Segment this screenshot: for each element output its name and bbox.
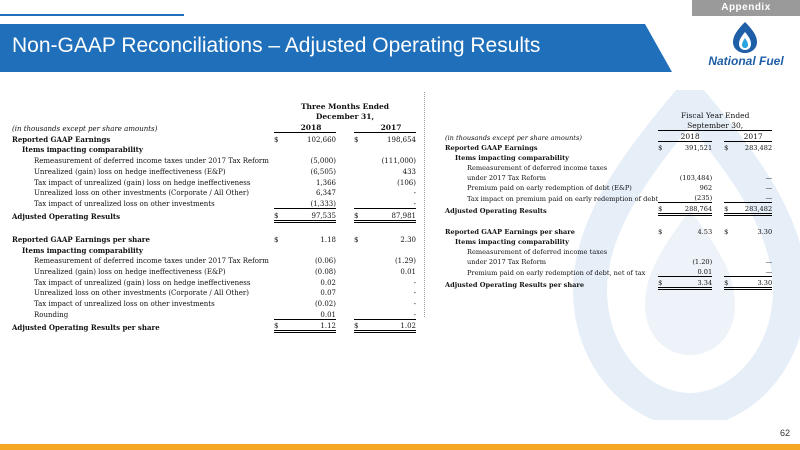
currency-symbol: $	[274, 208, 286, 221]
currency-symbol	[274, 308, 286, 319]
currency-symbol: $	[274, 235, 279, 244]
table-row	[445, 246, 772, 256]
currency-symbol	[658, 162, 668, 172]
value-2018: 4.53	[697, 228, 713, 236]
spacer	[712, 203, 724, 215]
table-row	[12, 255, 416, 266]
row-label: Items impacting comparability	[22, 145, 143, 155]
value-2017: 433	[402, 167, 416, 176]
spacer	[336, 297, 354, 308]
spacer	[712, 236, 724, 246]
value-2018: 288,764	[668, 203, 712, 215]
column-header-2017: 2017	[366, 121, 416, 132]
table-row	[445, 226, 772, 236]
currency-symbol	[658, 152, 668, 162]
spacer	[712, 172, 724, 182]
value-2018: 391,521	[684, 144, 713, 152]
currency-symbol	[724, 266, 734, 277]
table-row	[12, 165, 416, 176]
table-row	[445, 256, 772, 266]
currency-symbol	[354, 165, 366, 176]
table-row	[12, 208, 416, 221]
three-months-reconciliation-table	[12, 100, 416, 333]
currency-symbol	[658, 182, 668, 192]
currency-symbol: $	[354, 208, 366, 221]
row-label: Unrealized loss on other investments (Corporate / All Other)	[34, 289, 249, 298]
table-row	[445, 236, 772, 246]
row-label: Items impacting comparability	[455, 238, 569, 246]
logo-wordmark: National Fuel	[708, 54, 784, 68]
value-2017: (1.29)	[394, 257, 416, 266]
currency-symbol: $	[658, 277, 668, 289]
currency-symbol	[724, 182, 734, 192]
table-row	[445, 277, 772, 289]
value-2018: 1.12	[286, 319, 336, 332]
spacer	[336, 308, 354, 319]
period-header-line2: December 31,	[315, 112, 375, 122]
value-2018: (0.08)	[314, 268, 336, 276]
row-label: Premium paid on early redemption of debt (E&P)	[467, 184, 632, 192]
spacer	[336, 276, 354, 287]
row-label: Items impacting comparability	[455, 154, 569, 162]
table-row	[12, 233, 416, 244]
spacer	[712, 142, 724, 153]
appendix-tab: Appendix	[692, 0, 800, 16]
currency-symbol	[658, 192, 668, 203]
units-note: (in thousands except per share amounts)	[445, 133, 582, 142]
currency-symbol	[658, 172, 668, 182]
spacer	[712, 277, 724, 289]
row-label: Reported GAAP Earnings	[445, 144, 538, 152]
flame-icon	[705, 20, 785, 54]
row-label: Reported GAAP Earnings per share	[12, 234, 150, 244]
currency-symbol	[724, 172, 734, 182]
value-2018: (1.20)	[692, 258, 713, 266]
row-label: Unrealized (gain) loss on hedge ineffectiveness (E&P)	[34, 268, 226, 276]
spacer	[712, 182, 724, 192]
table-row	[12, 197, 416, 208]
table-row	[12, 287, 416, 298]
currency-symbol	[354, 297, 366, 308]
value-2018	[668, 152, 712, 162]
value-2018: 0.01	[286, 308, 336, 319]
spacer	[712, 192, 724, 203]
currency-symbol	[658, 256, 668, 266]
table-row	[12, 144, 416, 155]
spacer	[712, 215, 724, 227]
currency-symbol	[354, 276, 366, 287]
currency-symbol	[274, 165, 286, 176]
currency-symbol	[354, 244, 366, 255]
currency-symbol: $	[658, 144, 663, 152]
value-2017	[734, 152, 772, 162]
value-2018: 0.07	[320, 289, 336, 298]
currency-symbol	[274, 144, 286, 155]
row-label: Remeasurement of deferred income taxes under 2017 Tax Reform	[34, 157, 269, 166]
currency-symbol: $	[658, 228, 663, 236]
currency-symbol	[354, 144, 366, 155]
value-2018	[286, 221, 336, 233]
row-label: Remeasurement of deferred income taxes under 2017 Tax Reform	[34, 257, 269, 266]
top-accent-line	[0, 14, 184, 16]
period-header-line1: Fiscal Year Ended	[680, 111, 750, 120]
row-label	[445, 215, 658, 227]
currency-symbol	[274, 187, 286, 198]
currency-symbol	[724, 192, 734, 203]
currency-symbol	[274, 197, 286, 208]
value-2018: (235)	[668, 192, 712, 203]
currency-symbol	[658, 236, 668, 246]
value-2018: (5,000)	[310, 157, 336, 166]
value-2018: 962	[699, 184, 713, 192]
currency-symbol	[274, 276, 286, 287]
row-label: Reported GAAP Earnings per share	[445, 228, 575, 236]
value-2017: —	[734, 266, 772, 277]
value-2018: 1.18	[320, 235, 336, 244]
currency-symbol	[354, 176, 366, 187]
period-header-line2: September 30,	[658, 120, 772, 131]
table-row	[12, 308, 416, 319]
spacer	[336, 176, 354, 187]
currency-symbol: $	[354, 135, 359, 144]
fiscal-year-reconciliation-table	[445, 110, 772, 290]
value-2018	[286, 144, 336, 155]
value-2017	[366, 144, 416, 155]
value-2017: 283,482	[744, 144, 773, 152]
table-row	[12, 265, 416, 276]
currency-symbol	[354, 255, 366, 266]
spacer	[336, 319, 354, 332]
currency-symbol	[724, 215, 734, 227]
column-divider	[424, 92, 425, 317]
row-label: Tax impact of unrealized loss on other investments	[34, 300, 215, 309]
value-2018: 102,660	[307, 135, 336, 144]
currency-symbol	[274, 176, 286, 187]
value-2017: 3.30	[757, 228, 773, 236]
value-2018: (103,484)	[679, 174, 713, 182]
value-2018	[668, 236, 712, 246]
currency-symbol	[724, 256, 734, 266]
spacer	[712, 256, 724, 266]
currency-symbol: $	[274, 135, 279, 144]
spacer	[712, 226, 724, 236]
table-row	[445, 215, 772, 227]
table-row	[12, 187, 416, 198]
row-label: under 2017 Tax Reform	[467, 174, 547, 182]
row-label: Tax impact of unrealized (gain) loss on hedge ineffectiveness	[34, 178, 251, 187]
value-2017: 198,654	[387, 135, 416, 144]
table-row	[445, 142, 772, 153]
row-label: Items impacting comparability	[22, 245, 143, 255]
currency-symbol: $	[724, 144, 729, 152]
currency-symbol	[658, 215, 668, 227]
currency-symbol: $	[658, 203, 668, 215]
value-2017: -	[366, 308, 416, 319]
currency-symbol	[354, 287, 366, 298]
currency-symbol: $	[724, 277, 734, 289]
currency-symbol	[658, 246, 668, 256]
currency-symbol	[354, 154, 366, 165]
spacer	[712, 162, 724, 172]
row-label: Adjusted Operating Results	[12, 212, 121, 222]
currency-symbol: $	[274, 319, 286, 332]
spacer	[712, 266, 724, 277]
page-title: Non-GAAP Reconciliations – Adjusted Operating Results	[12, 34, 541, 57]
row-label: Unrealized (gain) loss on hedge ineffectiveness (E&P)	[34, 167, 226, 176]
table-row	[12, 176, 416, 187]
value-2018: (0.06)	[314, 257, 336, 266]
currency-symbol	[274, 265, 286, 276]
row-label: Remeasurement of deferred income taxes	[467, 164, 608, 172]
period-header-line1: Three Months Ended	[300, 101, 390, 111]
row-label	[12, 221, 274, 233]
value-2017	[734, 215, 772, 227]
row-label: Rounding	[34, 311, 69, 320]
value-2017	[366, 221, 416, 233]
value-2017: 2.30	[400, 235, 416, 244]
spacer	[336, 165, 354, 176]
spacer	[336, 221, 354, 233]
spacer	[336, 197, 354, 208]
value-2017: —	[765, 258, 773, 266]
spacer	[336, 154, 354, 165]
row-label: Adjusted Operating Results per share	[12, 322, 160, 332]
value-2018: (1,333)	[286, 197, 336, 208]
spacer	[336, 265, 354, 276]
currency-symbol	[724, 162, 734, 172]
value-2017	[734, 162, 772, 172]
row-label: Remeasurement of deferred income taxes	[467, 248, 608, 256]
table-row	[445, 182, 772, 192]
currency-symbol: $	[354, 319, 366, 332]
currency-symbol: $	[354, 235, 359, 244]
currency-symbol	[274, 221, 286, 233]
value-2017: 87,981	[366, 208, 416, 221]
value-2018: (0.02)	[314, 300, 336, 309]
row-label: Premium paid on early redemption of debt, net of tax	[467, 268, 646, 277]
column-header-2018: 2018	[286, 121, 336, 132]
value-2018	[286, 244, 336, 255]
row-label: Unrealized loss on other investments (Corporate / All Other)	[34, 189, 249, 198]
table-row	[445, 152, 772, 162]
value-2017: -	[413, 278, 416, 287]
value-2018: 1,366	[315, 178, 336, 187]
row-label: Tax impact on premium paid on early redemption of debt	[467, 194, 659, 203]
currency-symbol	[354, 187, 366, 198]
currency-symbol	[724, 152, 734, 162]
currency-symbol	[354, 221, 366, 233]
spacer	[336, 208, 354, 221]
spacer	[712, 152, 724, 162]
units-note: (in thousands except per share amounts)	[12, 124, 158, 133]
row-label: Reported GAAP Earnings	[12, 134, 111, 144]
value-2018: 0.02	[320, 278, 336, 287]
currency-symbol	[354, 265, 366, 276]
table-row	[445, 192, 772, 203]
currency-symbol	[274, 297, 286, 308]
value-2017: 0.01	[400, 268, 416, 276]
currency-symbol: $	[724, 203, 734, 215]
currency-symbol	[274, 255, 286, 266]
spacer	[336, 144, 354, 155]
currency-symbol	[724, 236, 734, 246]
value-2017: -	[413, 300, 416, 309]
table-row	[445, 203, 772, 215]
table-row	[12, 276, 416, 287]
value-2017: -	[413, 189, 416, 198]
currency-symbol	[274, 244, 286, 255]
bottom-accent-bar	[0, 444, 800, 450]
value-2018: 3.34	[668, 277, 712, 289]
value-2017: 283,482	[734, 203, 772, 215]
row-label: Tax impact of unrealized loss on other investments	[34, 200, 215, 209]
value-2018	[668, 215, 712, 227]
company-logo	[705, 20, 785, 70]
spacer	[336, 244, 354, 255]
table-row	[12, 319, 416, 332]
table-row	[12, 221, 416, 233]
value-2017: 1.02	[366, 319, 416, 332]
currency-symbol	[724, 246, 734, 256]
page-number: 62	[779, 428, 790, 438]
currency-symbol	[274, 154, 286, 165]
value-2017: 3.30	[734, 277, 772, 289]
row-label: Tax impact of unrealized (gain) loss on hedge ineffectiveness	[34, 278, 251, 287]
table-row	[12, 244, 416, 255]
table-row	[445, 266, 772, 277]
currency-symbol	[274, 287, 286, 298]
currency-symbol	[658, 266, 668, 277]
row-label: under 2017 Tax Reform	[467, 258, 547, 266]
spacer	[336, 133, 354, 144]
table-row	[12, 154, 416, 165]
spacer	[336, 233, 354, 244]
spacer	[712, 246, 724, 256]
column-header-2017: 2017	[734, 131, 772, 142]
currency-symbol	[354, 197, 366, 208]
currency-symbol: $	[724, 228, 729, 236]
value-2017	[734, 236, 772, 246]
value-2017	[734, 246, 772, 256]
table-row	[445, 172, 772, 182]
value-2017: —	[765, 174, 773, 182]
table-row	[445, 162, 772, 172]
table-row	[12, 133, 416, 144]
spacer	[336, 255, 354, 266]
row-label: Adjusted Operating Results per share	[445, 280, 585, 289]
currency-symbol	[354, 308, 366, 319]
spacer	[336, 187, 354, 198]
row-label: Adjusted Operating Results	[445, 206, 547, 215]
column-header-2018: 2018	[668, 131, 712, 142]
spacer	[336, 287, 354, 298]
table-row	[12, 297, 416, 308]
value-2017	[366, 244, 416, 255]
value-2018	[668, 162, 712, 172]
value-2017: —	[765, 184, 773, 192]
value-2017: (111,000)	[381, 157, 416, 166]
value-2017: -	[413, 289, 416, 298]
value-2017: (106)	[397, 178, 416, 187]
value-2018: 6,347	[315, 189, 336, 198]
value-2017: —	[734, 192, 772, 203]
value-2018: 0.01	[668, 266, 712, 277]
value-2018: (6,505)	[310, 167, 336, 176]
value-2018: 97,535	[286, 208, 336, 221]
value-2018	[668, 246, 712, 256]
value-2017: -	[366, 197, 416, 208]
